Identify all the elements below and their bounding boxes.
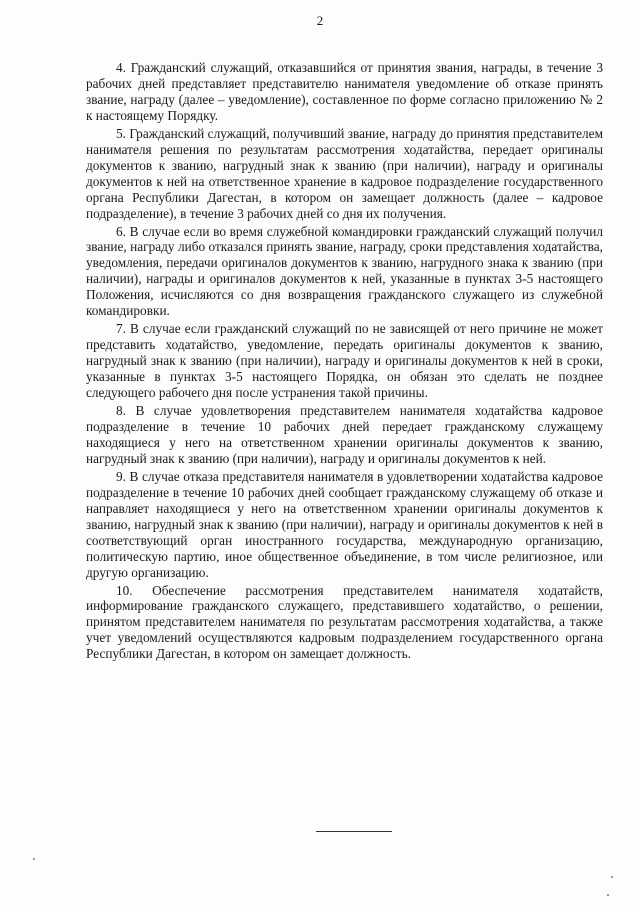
paragraph-5: 5. Гражданский служащий, получивший звание, награду до принятия представителем нанимателя решения по результатам рассмотрения ходатайства, передает оригиналы документов к званию, нагрудный знак к званию (при наличии), награду и оригиналы документов к ней на ответственное хранение в кадровое подразделение государственного органа Республики Дагестан, в котором он замещает должность (далее – кадровое подразделение), в течение 3 рабочих дней со дня их получения.: [86, 125, 603, 221]
paragraph-10: 10. Обеспечение рассмотрения представителем нанимателя ходатайств, информирование гражданского служащего, представившего ходатайство, о решении, принятом представителем нанимателя по результатам рассмотрения ходатайства, а также учет уведомлений осуществляются кадровым подразделением государственного органа Республики Дагестан, в котором он замещает должность.: [86, 582, 603, 662]
paragraph-7: 7. В случае если гражданский служащий по не зависящей от него причине не может представить ходатайство, уведомление, передать оригиналы документов к званию, нагрудный знак к званию (при наличии), награду и оригиналы документов к ней в сроки, указанные в пунктах 3-5 настоящего Порядка, он обязан это сделать не позднее следующего рабочего дня после устранения такой причины.: [86, 321, 603, 401]
scan-speck: [611, 876, 613, 878]
paragraph-9: 9. В случае отказа представителя нанимателя в удовлетворении ходатайства кадровое подразделение в течение 10 рабочих дней сообщает гражданскому служащему об отказе и направляет находящиеся у него на ответственном хранении оригиналы документов к званию, нагрудный знак к званию (при наличии), награду и оригиналы документов к ней в соответствующий орган иностранного государства, международную организацию, политическую партию, иное общественное объединение, в том числе религиозное, или другую организацию.: [86, 468, 603, 580]
paragraph-6: 6. В случае если во время служебной командировки гражданский служащий получил звание, награду либо отказался принять звание, награду, сроки представления ходатайства, уведомления, передачи оригиналов документов к званию, нагрудного знака к званию (при наличии), награды и оригиналов документов к ней, указанные в пунктах 3-5 настоящего Положения, исчисляются со дня возвращения гражданского служащего из служебной командировки.: [86, 223, 603, 319]
page-number: 2: [316, 13, 324, 28]
paragraph-4: 4. Гражданский служащий, отказавшийся от принятия звания, награды, в течение 3 рабочих дней представляет представителю нанимателя уведомление об отказе принять звание, награду (далее – уведомление), составленное по форме согласно приложению № 2 к настоящему Порядку.: [86, 60, 603, 123]
document-body: [86, 60, 603, 664]
paragraph-8: 8. В случае удовлетворения представителем нанимателя ходатайства кадровое подразделение в течение 10 рабочих дней передает гражданскому служащему находящиеся у него на ответственном хранении оригиналы документов к званию, нагрудный знак к званию (при наличии), награду и оригиналы документов к ней.: [86, 403, 603, 466]
scan-speck: [607, 894, 609, 896]
scan-speck: [33, 858, 35, 860]
end-rule: [316, 831, 392, 832]
